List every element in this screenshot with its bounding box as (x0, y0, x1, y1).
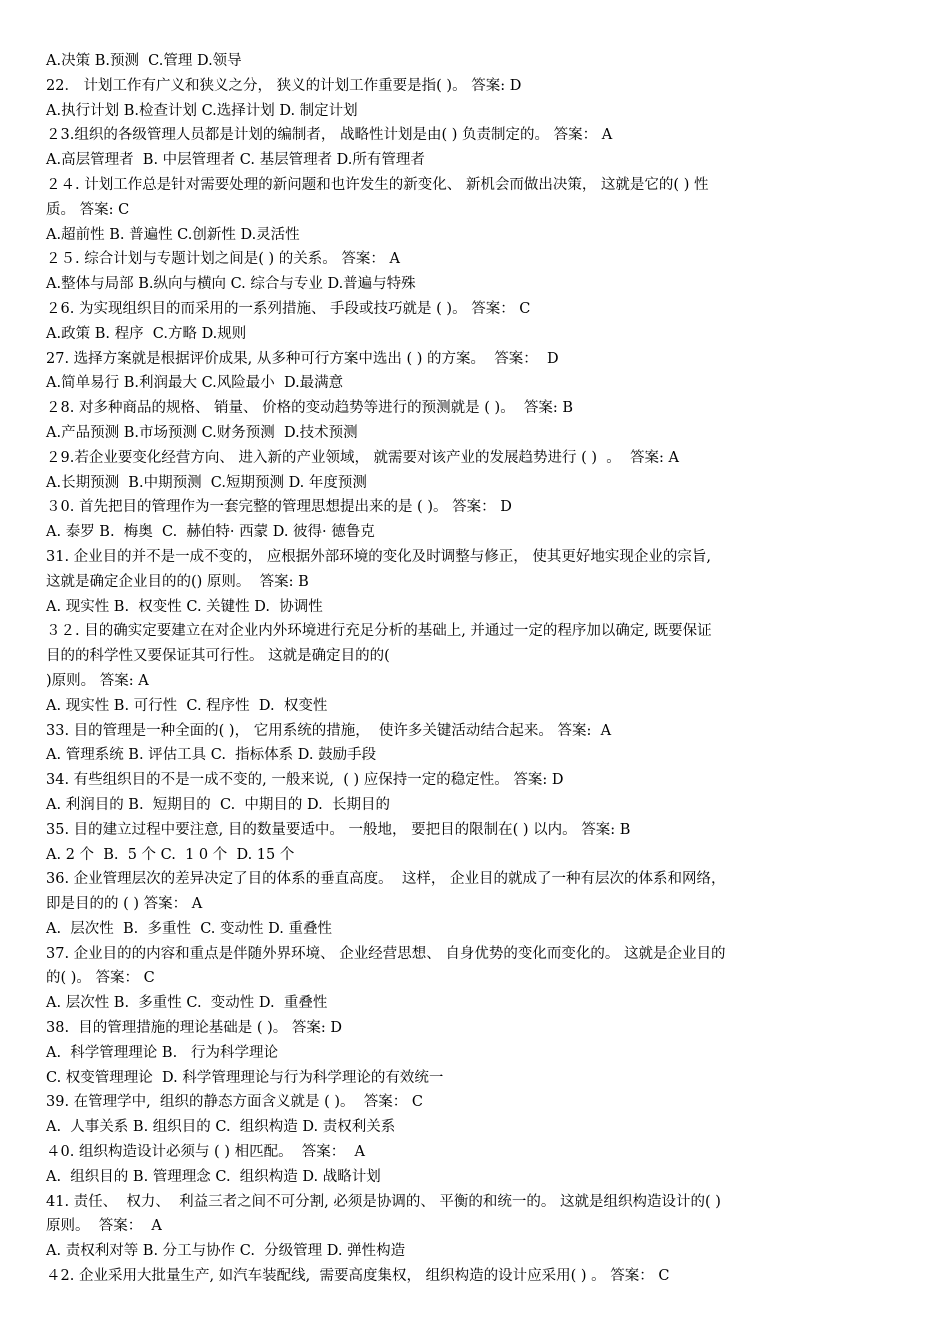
text-line: A.决策 B.预测 C.管理 D.领导 (46, 53, 242, 69)
question-30: ３0. 首先把目的管理作为一套完整的管理思想提出来的是 ( )。 答案： D (46, 499, 512, 516)
question-37: 37. 企业目的的内容和重点是伴随外界环境、 企业经营思想、 自身优势的变化而变化的。 这就是企业目的 (46, 945, 726, 962)
options-27: A.简单易行 B.利润最大 C.风险最小 D.最满意 (46, 375, 344, 392)
options-24: A.超前性 B. 普遍性 C.创新性 D.灵活性 (46, 226, 300, 243)
options-32: A. 现实性 B. 可行性 C. 程序性 D. 权变性 (46, 697, 328, 714)
question-28: ２8. 对多种商品的规格、 销量、 价格的变动趋势等进行的预测就是 ( )。 答案: B (46, 400, 574, 417)
question-26: ２6. 为实现组织目的而采用的一系列措施、 手段或技巧就是 ( )。 答案： C (46, 300, 531, 317)
options-36: A. 层次性 B. 多重性 C. 变动性 D. 重叠性 (46, 920, 332, 937)
options-38-ab: A. 科学管理理论 B. 行为科学理论 (46, 1044, 278, 1061)
question-29: ２9.若企业要变化经营方向、 进入新的产业领域， 就需要对该产业的发展趋势进行 ( ) 。 答案: A (46, 449, 679, 466)
question-33: 33. 目的管理是一种全面的( )， 它用系统的措施， 使许多关键活动结合起来。 答案: A (46, 722, 612, 739)
question-22: 22． 计划工作有广义和狭义之分， 狭义的计划工作重要是指( )。 答案: D (46, 77, 522, 94)
question-32: ３２. 目的确实定要建立在对企业内外环境进行充足分析的基础上, 并通过一定的程序加以确定, 既要保证 (46, 623, 712, 640)
question-32-cont2: )原则。 答案: A (46, 672, 149, 689)
question-31-cont: 这就是确定企业目的的() 原则。 答案: B (46, 573, 309, 590)
options-23: A.高层管理者 B. 中层管理者 C. 基层管理者 D.所有管理者 (46, 152, 425, 169)
question-39: 39. 在管理学中, 组织的静态方面含义就是 ( )。 答案： C (46, 1094, 423, 1111)
question-37-cont: 的( )。 答案： C (46, 970, 155, 987)
question-41: 41. 责任、 权力、 利益三者之间不可分割, 必须是协调的、 平衡的和统一的。 这就是组织构造设计的( ) (46, 1193, 721, 1210)
question-38: 38. 目的管理措施的理论基础是 ( )。 答案: D (46, 1020, 343, 1037)
options-38-cd: C. 权变管理理论 D. 科学管理理论与行为科学理论的有效统一 (46, 1069, 444, 1086)
question-25: ２５. 综合计划与专题计划之间是( ) 的关系。 答案： A (46, 251, 400, 268)
options-33: A. 管理系统 B. 评估工具 C. 指标体系 D. 鼓励手段 (46, 747, 377, 764)
question-27: 27. 选择方案就是根据评价成果, 从多种可行方案中选出 ( ) 的方案。 答案： D (46, 350, 559, 367)
options-41: A. 责权利对等 B. 分工与协作 C. 分级管理 D. 弹性构造 (46, 1243, 406, 1260)
options-22: A.执行计划 B.检查计划 C.选择计划 D. 制定计划 (46, 102, 358, 119)
question-34: 34. 有些组织目的不是一成不变的, 一般来说, ( ) 应保持一定的稳定性。 答案: D (46, 772, 564, 789)
question-36: 36. 企业管理层次的差异决定了目的体系的垂直高度。 这样， 企业目的就成了一种有层次的体系和网络， (46, 871, 726, 888)
options-31: A. 现实性 B. 权变性 C. 关键性 D. 协调性 (46, 598, 323, 615)
options-26: A.政策 B. 程序 C.方略 D.规则 (46, 325, 247, 342)
question-40: ４0. 组织构造设计必须与 ( ) 相匹配。 答案： A (46, 1144, 365, 1161)
options-30: A. 泰罗 B. 梅奥 C. 赫伯特· 西蒙 D. 彼得· 德鲁克 (46, 524, 375, 541)
question-42: ４2. 企业采用大批量生产, 如汽车装配线, 需要高度集权， 组织构造的设计应采用( ) 。 答案： C (46, 1268, 670, 1285)
question-24: ２４. 计划工作总是针对需要处理的新问题和也许发生的新变化、 新机会而做出决策， 这就是它的( ) 性 (46, 176, 709, 193)
options-37: A. 层次性 B. 多重性 C. 变动性 D. 重叠性 (46, 995, 328, 1012)
options-28: A.产品预测 B.市场预测 C.财务预测 D.技术预测 (46, 424, 358, 441)
options-34: A. 利润目的 B. 短期目的 C. 中期目的 D. 长期目的 (46, 796, 390, 813)
options-39: A. 人事关系 B. 组织目的 C. 组织构造 D. 责权利关系 (46, 1119, 396, 1136)
options-40: A. 组织目的 B. 管理理念 C. 组织构造 D. 战略计划 (46, 1168, 381, 1185)
question-24-cont: 质。 答案: C (46, 201, 130, 218)
options-35: A. 2 个 B. 5 个 C. 1 0 个 D. 15 个 (46, 846, 295, 863)
question-41-cont: 原则。 答案： A (46, 1218, 162, 1235)
options-29: A.长期预测 B.中期预测 C.短期预测 D. 年度预测 (46, 474, 367, 491)
question-23: ２3.组织的各级管理人员都是计划的编制者， 战略性计划是由( ) 负责制定的。 答案： A (46, 127, 613, 144)
question-35: 35. 目的建立过程中要注意, 目的数量要适中。 一般地， 要把目的限制在( ) 以内。 答案: B (46, 821, 631, 838)
options-25: A.整体与局部 B.纵向与横向 C. 综合与专业 D.普遍与特殊 (46, 276, 416, 293)
question-32-cont: 目的的科学性又要保证其可行性。 这就是确定目的的( (46, 648, 390, 665)
question-36-cont: 即是目的的 ( ) 答案： A (46, 896, 203, 913)
question-31: 31. 企业目的并不是一成不变的， 应根据外部环境的变化及时调整与修正， 使其更好地实现企业的宗旨, (46, 548, 711, 565)
